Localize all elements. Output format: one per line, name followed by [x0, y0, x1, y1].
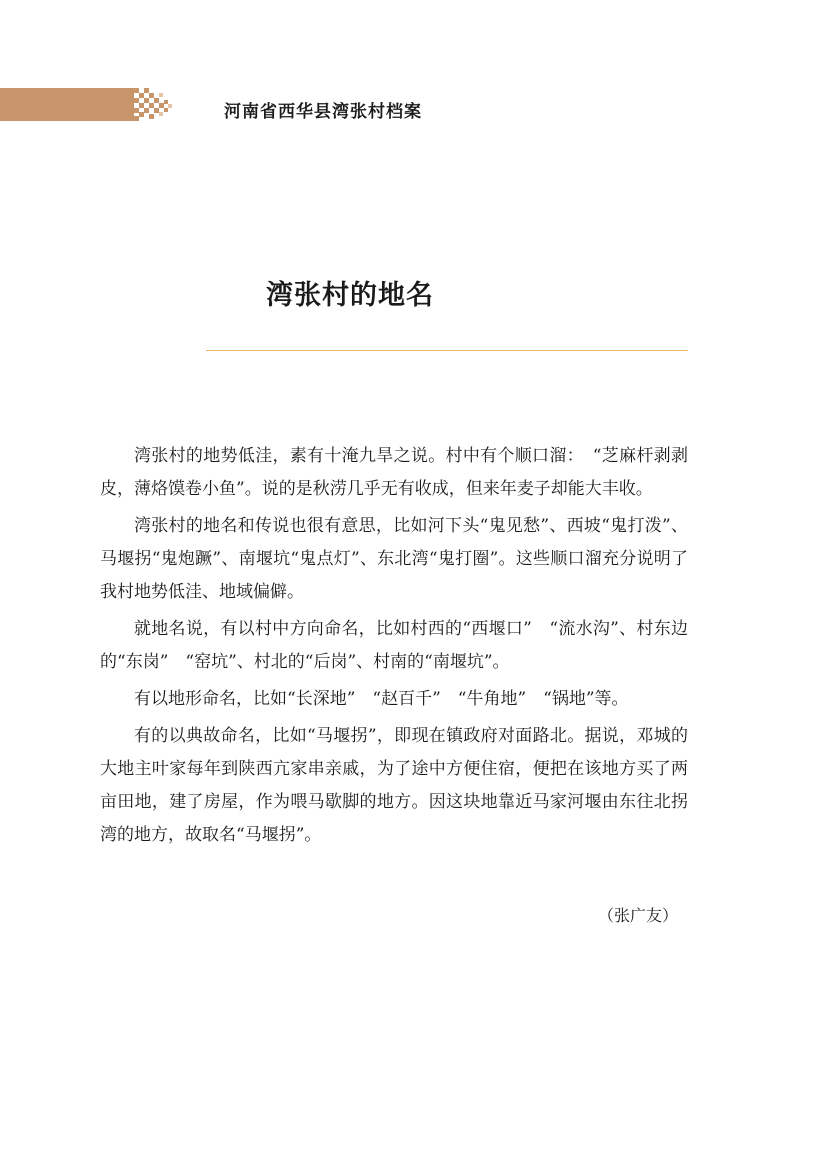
- paragraph: 湾张村的地名和传说也很有意思，比如河下头“鬼见愁”、西坡“鬼打泼”、马堰拐“鬼炮蹶”、南堰坑“鬼点灯”、东北湾“鬼打圈”。这些顺口溜充分说明了我村地势低洼、地域偏僻。: [100, 516, 688, 602]
- page-title: 湾张村的地名: [266, 280, 434, 311]
- header-title: 河南省西华县湾张村档案: [224, 102, 422, 122]
- paragraph: 就地名说，有以村中方向命名，比如村西的“西堰口” “流水沟”、村东边的“东岗” “窑坑”、村北的“后岗”、村南的“南堰坑”。: [100, 619, 688, 672]
- paragraph: 有的以典故命名，比如“马堰拐”，即现在镇政府对面路北。据说，邓城的大地主叶家每年到陕西亢家串亲戚，为了途中方便住宿，便把在该地方买了两亩田地，建了房屋，作为喂马歇脚的地方。因这块地靠近马家河堰由东往北拐湾的地方，故取名“马堰拐”。: [100, 726, 688, 845]
- title-divider: [206, 350, 688, 351]
- header-accent-bar: [0, 88, 134, 121]
- header-checker-pattern-icon: [134, 88, 174, 121]
- author-signature: （张广友）: [597, 906, 678, 925]
- paragraph: 有以地形命名，比如“长深地” “赵百千” “牛角地” “锅地”等。: [134, 689, 629, 709]
- article-body: [100, 440, 688, 856]
- paragraph: 湾张村的地势低洼，素有十淹九旱之说。村中有个顺口溜： “芝麻杆剥剥皮，薄烙馍卷小鱼”。说的是秋涝几乎无有收成，但来年麦子却能大丰收。: [100, 446, 688, 499]
